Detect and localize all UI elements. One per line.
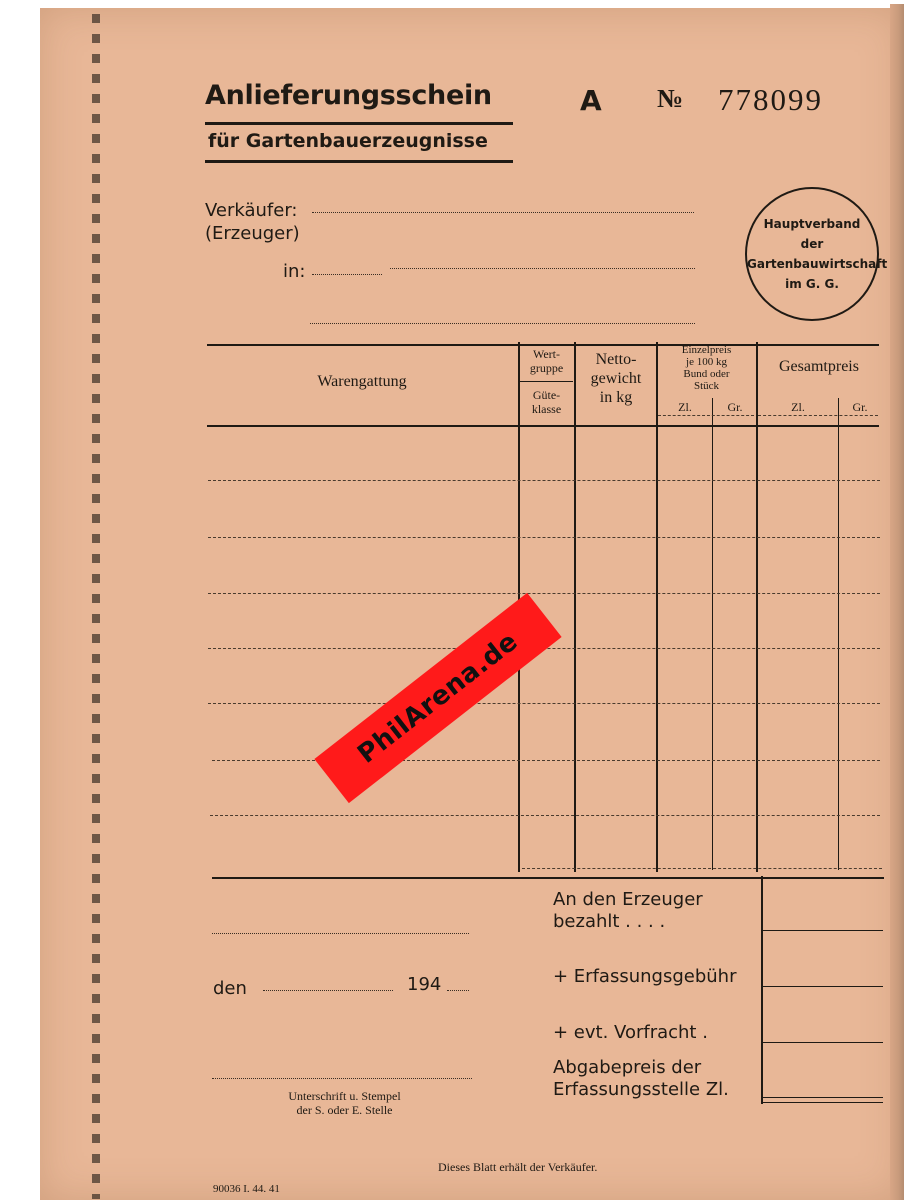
header-line: gewicht xyxy=(590,370,642,387)
print-code: 90036 I. 44. 41 xyxy=(213,1183,280,1195)
header-line: Einzelpreis xyxy=(681,344,732,356)
header-line: Wert- xyxy=(532,347,561,361)
caption-line: der S. oder E. Stelle xyxy=(296,1103,393,1117)
header-line: klasse xyxy=(531,402,562,416)
table-row[interactable] xyxy=(210,815,880,816)
seller-field[interactable] xyxy=(312,212,694,213)
paid-amount-field[interactable] xyxy=(763,930,883,931)
column-divider xyxy=(756,342,758,872)
signature-caption xyxy=(212,1089,477,1117)
header-line: Stück xyxy=(693,380,720,392)
signature-field[interactable] xyxy=(212,1078,472,1079)
place-field-short[interactable] xyxy=(312,274,382,275)
summary-divider xyxy=(761,876,763,1104)
form-series: A xyxy=(580,84,602,117)
seller-label: Verkäufer: xyxy=(205,200,298,221)
col-total-zl: Zl. xyxy=(791,400,805,414)
form-sheet xyxy=(40,8,902,1200)
table-row[interactable] xyxy=(208,480,880,481)
place-date-field[interactable] xyxy=(212,933,469,934)
summary-line: bezahlt . . . . xyxy=(553,911,666,932)
association-stamp xyxy=(745,187,888,321)
column-divider xyxy=(574,342,576,872)
summary-line: An den Erzeuger xyxy=(553,889,703,910)
freight-amount-field[interactable] xyxy=(763,1042,883,1043)
final-price-double-rule xyxy=(763,1102,883,1103)
header-line: gruppe xyxy=(529,361,564,375)
col-total-gr: Gr. xyxy=(852,400,868,414)
header-line: in kg xyxy=(599,389,633,406)
perforation xyxy=(92,14,100,1199)
final-price-field[interactable] xyxy=(763,1097,883,1098)
column-divider xyxy=(656,342,658,872)
freight-label: + evt. Vorfracht . xyxy=(553,1022,708,1043)
col-value-group xyxy=(520,347,573,375)
header-subrule xyxy=(519,381,573,382)
header-line: Bund oder xyxy=(683,368,730,380)
fee-amount-field[interactable] xyxy=(763,986,883,987)
col-unit-gr: Gr. xyxy=(727,400,743,414)
table-row[interactable] xyxy=(212,760,880,761)
final-price-label xyxy=(553,1057,729,1101)
watermark-text: PhilArena.de xyxy=(352,626,524,770)
subtitle-rule xyxy=(205,160,513,163)
header-line: je 100 kg xyxy=(686,356,727,368)
year-prefix: 194 xyxy=(407,974,442,995)
stamp-line: im G. G. xyxy=(785,277,839,291)
caption-line: Unterschrift u. Stempel xyxy=(288,1089,401,1103)
column-divider xyxy=(712,398,713,870)
table-row[interactable] xyxy=(208,703,880,704)
footer-note: Dieses Blatt erhält der Verkäufer. xyxy=(438,1160,598,1174)
stamp-line: Hauptverband xyxy=(763,217,861,231)
column-divider xyxy=(838,398,839,870)
header-dash xyxy=(658,415,754,416)
table-header-rule xyxy=(207,425,879,427)
col-net-weight xyxy=(576,350,656,407)
table-row[interactable] xyxy=(522,868,882,869)
header-line: Netto- xyxy=(595,351,637,368)
paid-label xyxy=(553,889,703,933)
date-field[interactable] xyxy=(263,990,393,991)
summary-line: Erfassungsstelle Zl. xyxy=(553,1079,729,1100)
number-label: № xyxy=(657,84,684,113)
table-row[interactable] xyxy=(208,593,880,594)
col-goods: Warengattung xyxy=(317,373,407,390)
form-number: 778099 xyxy=(718,82,823,117)
title-rule xyxy=(205,122,513,125)
stamp-line: Gartenbauwirtschaft xyxy=(747,257,888,271)
col-unit-price xyxy=(658,344,755,392)
date-label: den xyxy=(213,978,247,999)
table-bottom-rule xyxy=(212,877,884,879)
fee-label: + Erfassungsgebühr xyxy=(553,966,737,987)
summary-line: Abgabepreis der xyxy=(553,1057,702,1078)
col-total: Gesamtpreis xyxy=(779,358,859,375)
sheet-edge xyxy=(890,4,904,1200)
address-field[interactable] xyxy=(310,323,695,324)
table-row[interactable] xyxy=(208,537,880,538)
header-dash xyxy=(758,415,878,416)
form-subtitle: für Gartenbauerzeugnisse xyxy=(208,130,488,152)
year-field[interactable] xyxy=(447,990,469,991)
place-label: in: xyxy=(283,261,306,282)
place-field[interactable] xyxy=(390,268,695,269)
stamp-line: der xyxy=(800,237,824,251)
col-quality xyxy=(520,388,573,416)
form-title: Anlieferungsschein xyxy=(205,80,492,111)
table-top-rule xyxy=(207,344,879,346)
header-line: Güte- xyxy=(532,388,561,402)
producer-label: (Erzeuger) xyxy=(205,223,300,244)
col-unit-zl: Zl. xyxy=(678,400,692,414)
